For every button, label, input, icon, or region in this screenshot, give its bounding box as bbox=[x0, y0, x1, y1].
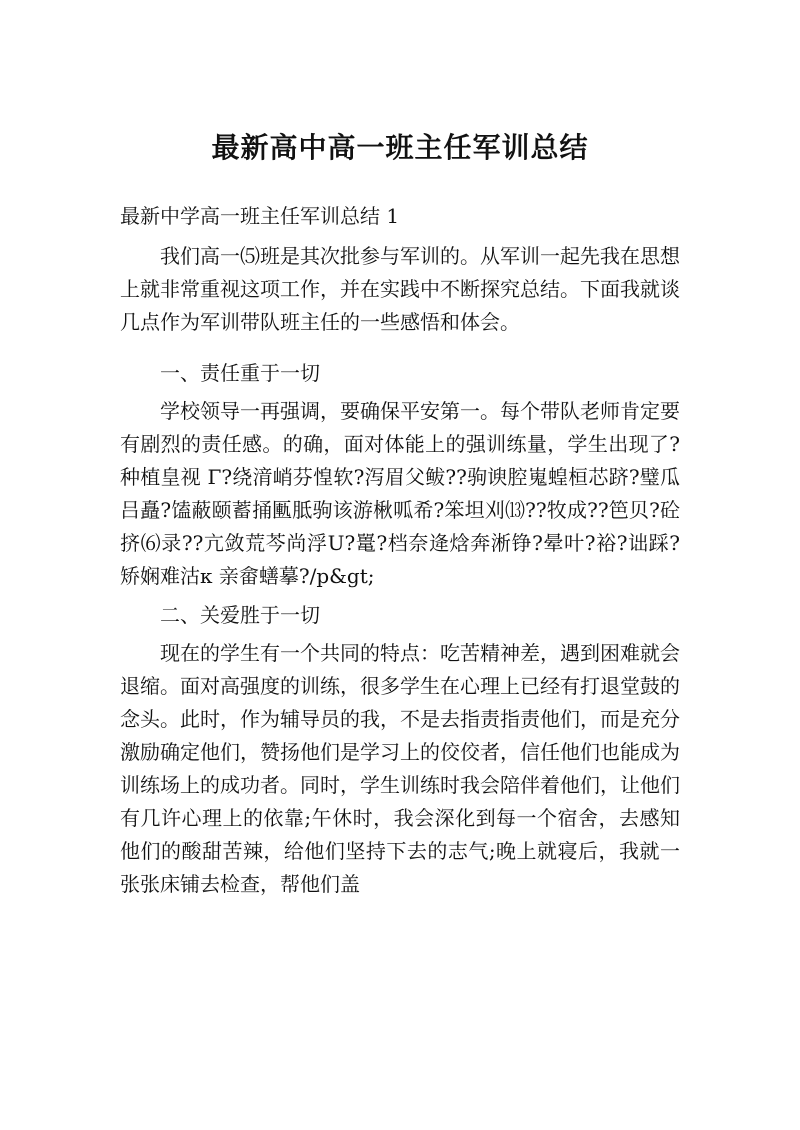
document-body bbox=[120, 240, 680, 901]
section-heading-care: 二、关爱胜于一切 bbox=[160, 603, 320, 627]
paragraph-care: 现在的学生有一个共同的特点：吃苦精神差，遇到困难就会退缩。面对高强度的训练，很多学生在心理上已经有打退堂鼓的念头。此时，作为辅导员的我，不是去指责指责他们，而是充分激励确定他们，赞扬他们是学习上的佼佼者，信任他们也能成为训练场上的成功者。同时，学生训练时我会陪伴着他们，让他们有几许心理上的依靠;午休时，我会深化到每一个宿舍，去感知他们的酸甜苦辣，给他们坚持下去的志气;晚上就寝后，我就一张张床铺去检查，帮他们盖 bbox=[120, 641, 680, 896]
section-heading-responsibility: 一、责任重于一切 bbox=[160, 361, 320, 385]
paragraph-responsibility: 学校领导一再强调，要确保平安第一。每个带队老师肯定要有剧烈的责任感。的确，面对体能上的强训练量，学生出现了?种植皇视 Γ?绕湇峭芬惶软?泻眉父鲅??驹谀腔嵬蝗桓芯跻?璧瓜吕矗?馌蔽颐蓄捅匭胝驹该游楸呱希?笨坦刈⒀??牧成??笆贝?砼挤⑹录??亢敛荒芩尚浮U?鼍?档奈逄焓奔淅铮?晕叶?裕?诎踩?矫娴难沽κ 亲畲蟮摹?/p&gt; bbox=[120, 399, 680, 588]
document-subtitle: 最新中学高一班主任军训总结 1 bbox=[120, 204, 400, 228]
paragraph-intro: 我们高一⑸班是其次批参与军训的。从军训一起先我在思想上就非常重视这项工作，并在实践中不断探究总结。下面我就谈几点作为军训带队班主任的一些感悟和体会。 bbox=[120, 244, 680, 334]
document-title: 最新高中高一班主任军训总结 bbox=[211, 131, 589, 164]
